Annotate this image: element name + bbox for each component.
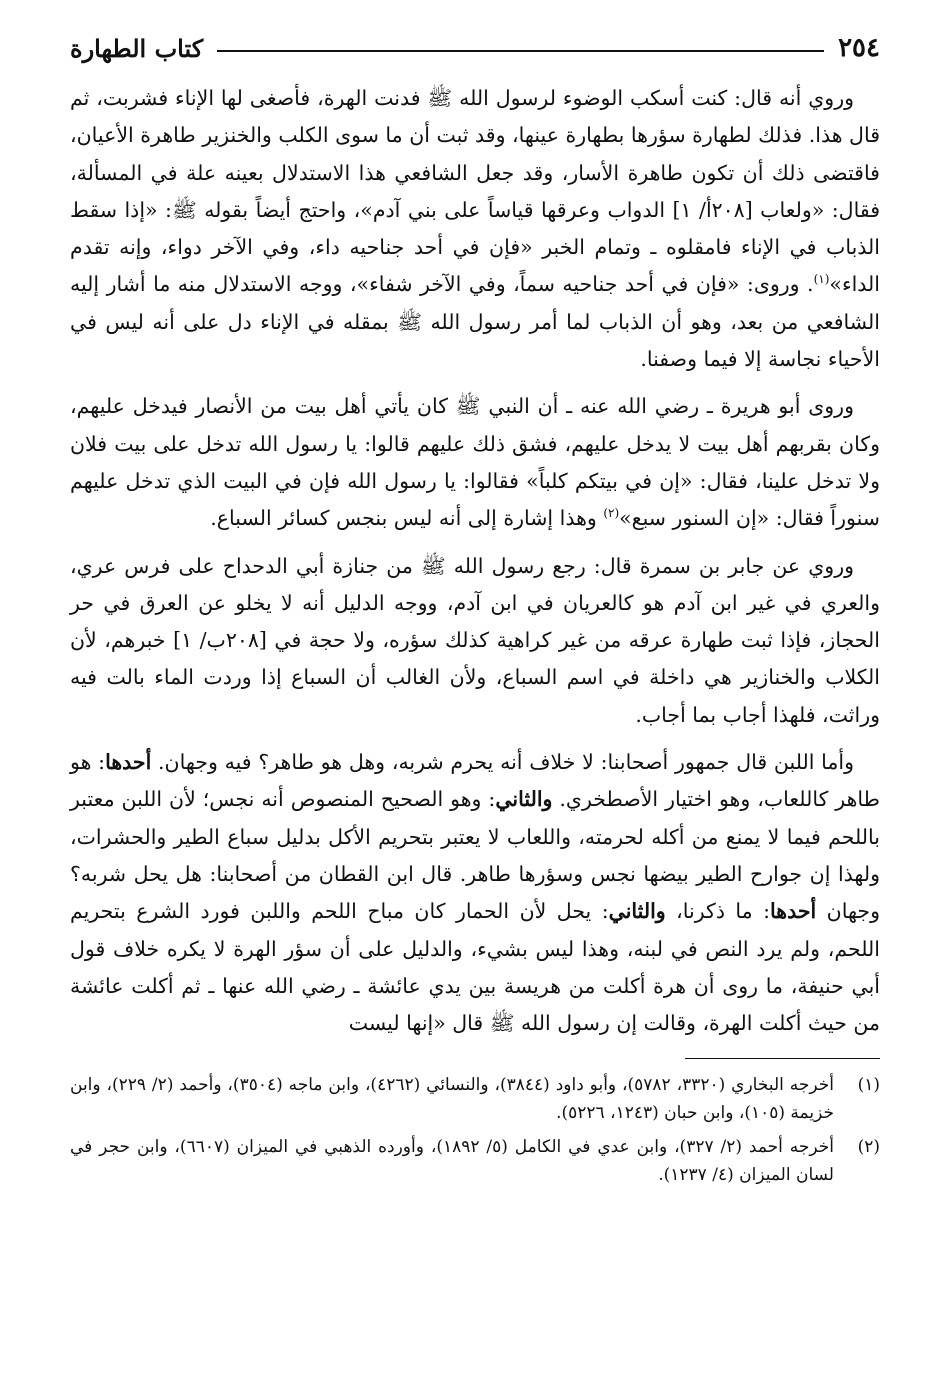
milk-text-1: وأما اللبن قال جمهور أصحابنا: لا خلاف أنه يحرم شربه، وهل هو طاهر؟ فيه وجهان. [151, 750, 854, 775]
paragraph-cat-hadith [70, 80, 880, 378]
milk-text-2: : هو طاهر كاللعاب، وهو اختيار الأصطخري. [70, 750, 880, 812]
header-rule [217, 50, 824, 52]
milk-text-5: : يحل لأن الحمار كان مباح اللحم واللبن فورد الشرع بتحريم اللحم، ولم يرد النص في لبنه، وهذا ليس بشيء، والدليل على أن سؤر الهرة لا يكره خلاف قول أبي حنيفة، ما روى أن هرة أكلت من هريسة بين يدي عائشة ـ رضي الله عنها ـ ثم أكلت عائشة من حيث أكلت الهرة، وقالت إن رسول الله ﷺ قال «إنها ليست [70, 899, 880, 1036]
bold-term-second-2: والثاني [608, 899, 666, 924]
footnote [70, 1071, 880, 1127]
paragraph-text-after: . وروى: «فإن في أحد جناحيه سماً، وفي الآخر شفاء»، ووجه الاستدلال منه ما أشار إليه الشافعي من بعد، وهو أن الذباب لما أمر رسول الله ﷺ بمقله في الإناء دل على أنه ليس في الأحياء نجاسة إلا فيما وصفنا. [70, 272, 880, 372]
footnote-text: أخرجه أحمد (٢/ ٣٢٧)، وابن عدي في الكامل (٥/ ١٨٩٢)، وأورده الذهبي في الميزان (٦٦٠٧)، وابن حجر في لسان الميزان (٤/ ١٢٣٧). [70, 1137, 835, 1186]
bold-term-second: والثاني [495, 787, 553, 812]
page-number: ٢٥٤ [838, 33, 880, 63]
paragraph-text: وروى أبو هريرة ـ رضي الله عنه ـ أن النبي ﷺ كان يأتي أهل بيت من الأنصار فيدخل عليهم، وكان بقربهم أهل بيت لا يدخل عليهم، فشق ذلك عليهم قالوا: يا رسول الله تدخل على بيت فلان ولا تدخل علينا، فقال: «إن في بيتكم كلباً» فقالوا: يا رسول الله فإن في البيت الذي تدخل عليهم سنوراً فقال: «إن السنور سبع» [70, 394, 880, 531]
paragraph-text: وروي أنه قال: كنت أسكب الوضوء لرسول الله ﷺ فدنت الهرة، فأصغى لها الإناء فشربت، ثم قال هذا. فذلك لطهارة سؤرها بطهارة عينها، وقد ثبت أن ما سوى الكلب والخنزير طاهرة الأعيان، فاقتضى ذلك أن تكون طاهرة الأسار، وقد جعل الشافعي هذا الاستدلال بعينه علة في المسألة، فقال: «ولعاب [٢٠٨أ/ ١] الدواب وعرقها قياساً على بني آدم»، واحتج أيضاً بقوله ﷺ: «إذا سقط الذباب في الإناء فامقلوه ـ وتمام الخبر «فإن في أحد جناحيه داء، وفي الآخر دواء، وإنه تقدم الداء» [70, 86, 880, 297]
paragraph-abu-hurayra [70, 388, 880, 537]
bold-term-first: أحدها [105, 750, 152, 775]
page-header [70, 28, 880, 68]
footnote-number: (١) [857, 1075, 880, 1096]
footnote-ref: (٢) [603, 506, 620, 521]
paragraph-text-after: وهذا إشارة إلى أنه ليس بنجس كسائر السباع. [210, 506, 604, 531]
footnote-separator [685, 1058, 880, 1059]
footnote [70, 1133, 880, 1189]
bold-term-first-2: أحدها [770, 899, 817, 924]
milk-text-4: : ما ذكرنا، [665, 899, 771, 924]
footnote-number: (٢) [857, 1137, 880, 1158]
book-page [70, 28, 880, 1348]
main-text [70, 80, 880, 1042]
footnote-text: أخرجه البخاري (٣٣٢٠، ٥٧٨٢)، وأبو داود (٣٨٤٤)، والنسائي (٤٢٦٢)، وابن ماجه (٣٥٠٤)، وأحمد (٢/ ٢٢٩)، وابن خزيمة (١٠٥)، وابن حبان (١٢٤٣، ٥٢٢٦). [70, 1075, 834, 1124]
footnote-ref: (١) [813, 272, 830, 287]
book-title: كتاب الطهارة [70, 33, 204, 63]
milk-text-3: : وهو الصحيح المنصوص أنه نجس؛ لأن اللبن معتبر باللحم فيما لا يمنع من أكله لحرمته، واللعاب لا يعتبر بتحريم الأكل بدليل سباع الطير والحشرات، ولهذا إن جوارح الطير بيضها نجس وسؤرها طاهر. قال ابن القطان من أصحابنا: هل يحل شربه؟ وجهان [70, 787, 880, 924]
paragraph-text: وروي عن جابر بن سمرة قال: رجع رسول الله ﷺ من جنازة أبي الدحداح على فرس عري، والعري في غير ابن آدم هو كالعريان في ابن آدم، ووجه الدليل أنه لا يخلو عن العرق في حر الحجاز، فإذا ثبت طهارة عرقه من غير كراهية كذلك سؤره، ولا حجة في [٢٠٨ب/ ١] خبرهم، لأن الكلاب والخنازير هي داخلة في اسم السباع، ولأن الغالب أن السباع إذا وردت الماء بالت فيه وراثت، فلهذا أجاب بما أجاب. [70, 553, 880, 727]
paragraph-milk [70, 744, 880, 1042]
paragraph-jabir [70, 548, 880, 734]
footnotes [70, 1071, 880, 1189]
